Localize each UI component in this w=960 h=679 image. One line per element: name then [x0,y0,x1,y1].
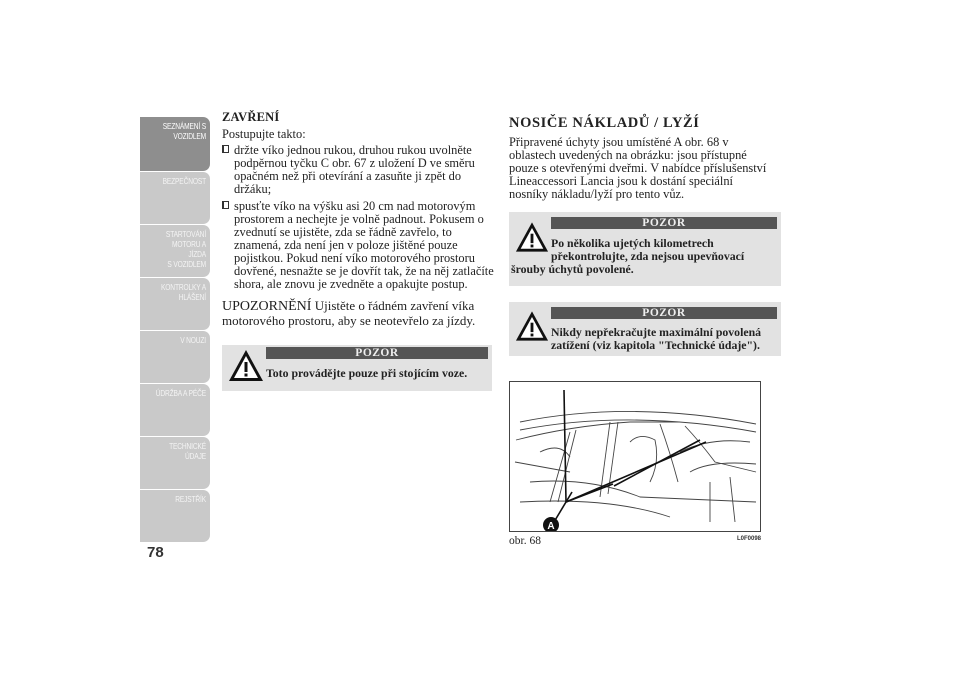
tab-label: V NOUZI [180,335,206,345]
tab-label: ÚDRŽBA A PÉČE [155,388,206,398]
tab-label: REJSTŘÍK [175,494,206,504]
note-paragraph [222,299,497,328]
list-item [222,200,497,291]
page-number: 78 [147,544,164,561]
tab-seznameni[interactable] [140,117,210,171]
warning-text: Po několika ujetých kilometrech překontrolujte, zda nejsou upevňovací [551,236,745,263]
warning-triangle-icon [515,221,549,253]
warning-box [222,345,492,391]
tab-v-nouzi[interactable] [140,331,210,383]
callout-a-label: A [547,521,555,532]
figure-caption: obr. 68 [509,535,541,547]
list-item-text: držte víko jednou rukou, druhou rukou uvolněte podpěrnou tyčku C obr. 67 z uložení D ve směru opačném než při otevírání a zasuňte ji zpět do držáku; [234,143,475,196]
warning-title: POZOR [551,217,777,229]
tab-rejstrik[interactable] [140,490,210,542]
section-heading: ZAVŘENÍ [222,110,280,124]
list-item-text: spusťte víko na výšku asi 20 cm nad motorovým prostorem a nechejte je volně padnout. Pokusem o zvednutí se ujistěte, zda se řádně zavřelo, to znamená, zda není jen v poloze jištěné pouze pojistkou. Pokud není víko motorového prostoru dovřené, nesnažte se je dovřít tak, že na něj zatlačíte shora, ale znovu je zvedněte a opakujte postup. [234,199,494,291]
warning-triangle-icon [515,310,549,342]
tab-bezpecnost[interactable] [140,172,210,224]
car-roof-rack-illustration [510,382,761,532]
section-heading: NOSIČE NÁKLADŮ / LYŽÍ [509,115,700,131]
warning-text: Nikdy nepřekračujte maximální povolená zatížení (viz kapitola "Technické údaje"). [551,325,762,352]
chapter-sidebar [140,117,210,543]
tab-label: STARTOVÁNÍ MOTORU A JÍZDA S VOZIDLEM [165,229,206,269]
tab-udrzba[interactable] [140,384,210,436]
figure-code: L0F0098 [737,536,762,542]
left-column [222,111,497,331]
tab-technicke[interactable] [140,437,210,489]
right-column [509,117,779,204]
tab-label: SEZNÁMENÍ S VOZIDLEM [162,121,206,141]
warning-text: Toto provádějte pouze při stojícím voze. [266,366,468,380]
intro-text: Postupujte takto: [222,127,306,141]
warning-title: POZOR [551,307,777,319]
note-text: Ujistěte o řádném zavření víka motorového prostoru, aby se neotevřelo za jízdy. [222,298,476,328]
checkbox-bullet-icon [222,145,229,153]
warning-box [509,302,781,356]
list-item [222,144,497,196]
note-label: UPOZORNĚNÍ [222,299,312,314]
warning-text-continued: šrouby úchytů povolené. [511,262,634,276]
body-paragraph: Připravené úchyty jsou umístěné A obr. 68 v oblastech uvedených na obrázku: jsou přístupné pouze s otevřenými dveřmi. V nabídce příslušenství Lineaccessori Lancia jsou k dostání speciální nosníky nákladu/lyží pro tento vůz. [509,135,767,201]
tab-label: TECHNICKÉ ÚDAJE [169,441,206,461]
car-interior-figure [509,381,761,532]
warning-box [509,212,781,286]
warning-title: POZOR [266,347,488,359]
warning-triangle-icon [228,349,264,382]
tab-startovani[interactable] [140,225,210,277]
tab-label: BEZPEČNOST [162,176,206,186]
tab-kontrolky[interactable] [140,278,210,330]
tab-label: KONTROLKY A HLÁŠENÍ [161,282,206,302]
checkbox-bullet-icon [222,201,229,209]
